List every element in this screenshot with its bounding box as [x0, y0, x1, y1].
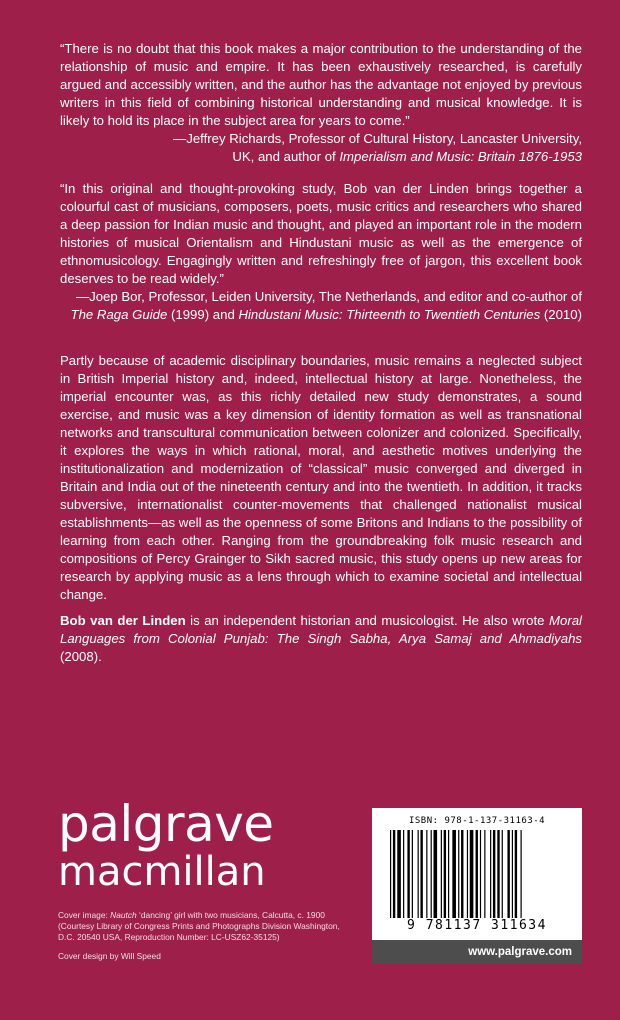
- barcode-icon: [388, 830, 568, 918]
- publisher-logo-line1: palgrave: [58, 795, 274, 853]
- author-name: Bob van der Linden: [60, 613, 186, 628]
- barcode-panel: [372, 808, 582, 940]
- publisher-url: www.palgrave.com: [372, 940, 582, 964]
- quote-attribution: —Jeffrey Richards, Professor of Cultural History, Lancaster University,: [173, 131, 582, 146]
- cover-design-credit: Cover design by Will Speed: [58, 951, 161, 961]
- quote-attribution-continued: The Raga Guide (1999) and Hindustani Music: Thirteenth to Twentieth Centuries (2010): [70, 307, 582, 322]
- quote-text: “In this original and thought-provoking study, Bob van der Linden brings together a colourful cast of musicians, composers, poets, music critics and researchers who shared a deep passion for Indian music and thought, and played an important role in the modern histories of musical Orientalism and Hindustani music as well as the emergence of ethnomusicology. Engagingly written and refreshingly free of jargon, this excellent book deserves to be read widely.”: [60, 181, 582, 286]
- author-bio: Bob van der Linden is an independent historian and musicologist. He also wrote Moral Languages from Colonial Punjab: The Singh Sabha, Arya Samaj and Ahmadiyahs (2008).: [60, 613, 582, 664]
- isbn-label: ISBN: 978-1-137-31163-4: [408, 816, 546, 826]
- quote-text: “There is no doubt that this book makes a major contribution to the understanding of the relationship of music and empire. It has been exhaustively researched, is carefully argued and accessibly written, and the author has the advantage not enjoyed by previous writers in this field of combining historical understanding and musical knowledge. It is likely to hold its place in the subject area for years to come.”: [60, 41, 582, 128]
- quote-attribution-continued: UK, and author of Imperialism and Music: Britain 1876-1953: [232, 149, 582, 164]
- quote-attribution: —Joep Bor, Professor, Leiden University, The Netherlands, and editor and co-author of: [75, 289, 582, 304]
- publisher-logo-line2: macmillan: [58, 849, 266, 895]
- review-quote-richards: [60, 40, 582, 166]
- barcode-digits: 9 781137 311634: [407, 918, 547, 933]
- publisher-logo: [58, 795, 274, 895]
- cover-credits: Cover image: Nautch ‘dancing’ girl with two musicians, Calcutta, c. 1900 (Courtesy Library of Congress Prints and Photographs Division Washington, D.C. 20540 USA, Reproduction Number: LC-USZ62-35125) Cover design by Will Speed: [58, 910, 358, 962]
- book-description: Partly because of academic disciplinary boundaries, music remains a neglected subject in British Imperial history and, indeed, intellectual history at large. Nonetheless, the imperial encounter was, as this richly detailed new study demonstrates, a sound exercise, and music was a key dimension of identity formation as well as transnational networks and transcultural communication between colonizer and colonized. Specifically, it explores the ways in which rational, moral, and aesthetic motives underlying the institutionalization and modernization of “classical” music converged and diverged in Britain and India out of the nineteenth century and into the twentieth. In addition, it tracks subversive, internationalist counter-movements that challenged nationalist musical establishments—as well as the openness of some Britons and Indians to the possibility of learning from each other. Ranging from the groundbreaking folk music research and compositions of Percy Grainger to Sikh sacred music, this study opens up new areas for research by applying music as a lens through which to examine societal and intellectual change.: [60, 353, 582, 602]
- review-quote-bor: [60, 180, 582, 324]
